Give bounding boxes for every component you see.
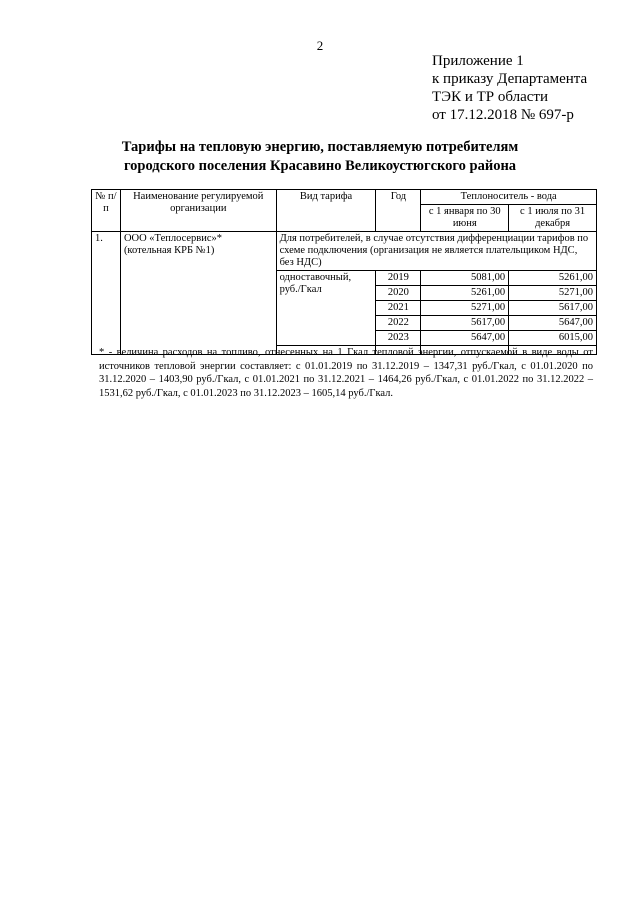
appendix-line: Приложение 1 bbox=[432, 53, 524, 69]
document-title bbox=[0, 138, 640, 176]
header-period-2: с 1 июля по 31 декабря bbox=[509, 205, 597, 232]
org-cell bbox=[120, 232, 276, 355]
appendix-line: к приказу Департамента bbox=[432, 71, 588, 87]
value-cell: 5647,00 bbox=[421, 331, 509, 346]
header-year: Год bbox=[376, 190, 421, 232]
value-cell: 5261,00 bbox=[509, 271, 597, 286]
footnote: * - величина расходов на топливо, отнесенных на 1 Гкал тепловой энергии, отпускаемой в виде воды от источников тепловой энергии составляет: с 01.01.2019 по 31.12.2019 – 1347,31 руб./Гкал, с 01.01.2020 по 31.12.2020 – 1403,90 руб./Гкал, с 01.01.2021 по 31.12.2021 – 1464,26 руб./Гкал, с 01.01.2022 по 31.12.2022 – 1531,62 руб./Гкал, с 01.01.2023 по 31.12.2023 – 1605,14 руб./Гкал. bbox=[99, 347, 593, 399]
appendix-line: от 17.12.2018 № 697-р bbox=[432, 107, 574, 123]
table-header-row bbox=[92, 190, 597, 205]
page-number: 2 bbox=[316, 38, 324, 53]
year-cell: 2022 bbox=[376, 316, 421, 331]
header-period-1: с 1 января по 30 июня bbox=[421, 205, 509, 232]
value-cell: 5271,00 bbox=[509, 286, 597, 301]
consumers-note: Для потребителей, в случае отсутствия дифференциации тарифов по схеме подключения (организация не является плательщиком НДС, без НДС) bbox=[276, 232, 596, 271]
year-cell: 2019 bbox=[376, 271, 421, 286]
year-cell: 2021 bbox=[376, 301, 421, 316]
year-cell: 2020 bbox=[376, 286, 421, 301]
value-cell: 5647,00 bbox=[509, 316, 597, 331]
org-sub: (котельная КРБ №1) bbox=[123, 245, 215, 256]
value-cell: 5081,00 bbox=[421, 271, 509, 286]
org-name: ООО «Теплосервис»* bbox=[123, 233, 223, 244]
title-line: Тарифы на тепловую энергию, поставляемую потребителям bbox=[121, 139, 519, 155]
value-cell: 5271,00 bbox=[421, 301, 509, 316]
table-row bbox=[92, 232, 597, 271]
tariff-table bbox=[91, 189, 597, 355]
value-cell: 6015,00 bbox=[509, 331, 597, 346]
tariff-type: одноставочный, руб./Гкал bbox=[276, 271, 376, 346]
header-org: Наименование регулируемой организации bbox=[120, 190, 276, 232]
appendix-block bbox=[432, 52, 587, 124]
value-cell: 5617,00 bbox=[509, 301, 597, 316]
title-line: городского поселения Красавино Великоустюгского района bbox=[123, 158, 517, 174]
header-type: Вид тарифа bbox=[276, 190, 376, 232]
appendix-line: ТЭК и ТР области bbox=[432, 89, 548, 105]
year-cell: 2023 bbox=[376, 331, 421, 346]
header-carrier: Теплоноситель - вода bbox=[421, 190, 597, 205]
value-cell: 5261,00 bbox=[421, 286, 509, 301]
row-number: 1. bbox=[92, 232, 121, 355]
value-cell: 5617,00 bbox=[421, 316, 509, 331]
header-num: № п/п bbox=[92, 190, 121, 232]
